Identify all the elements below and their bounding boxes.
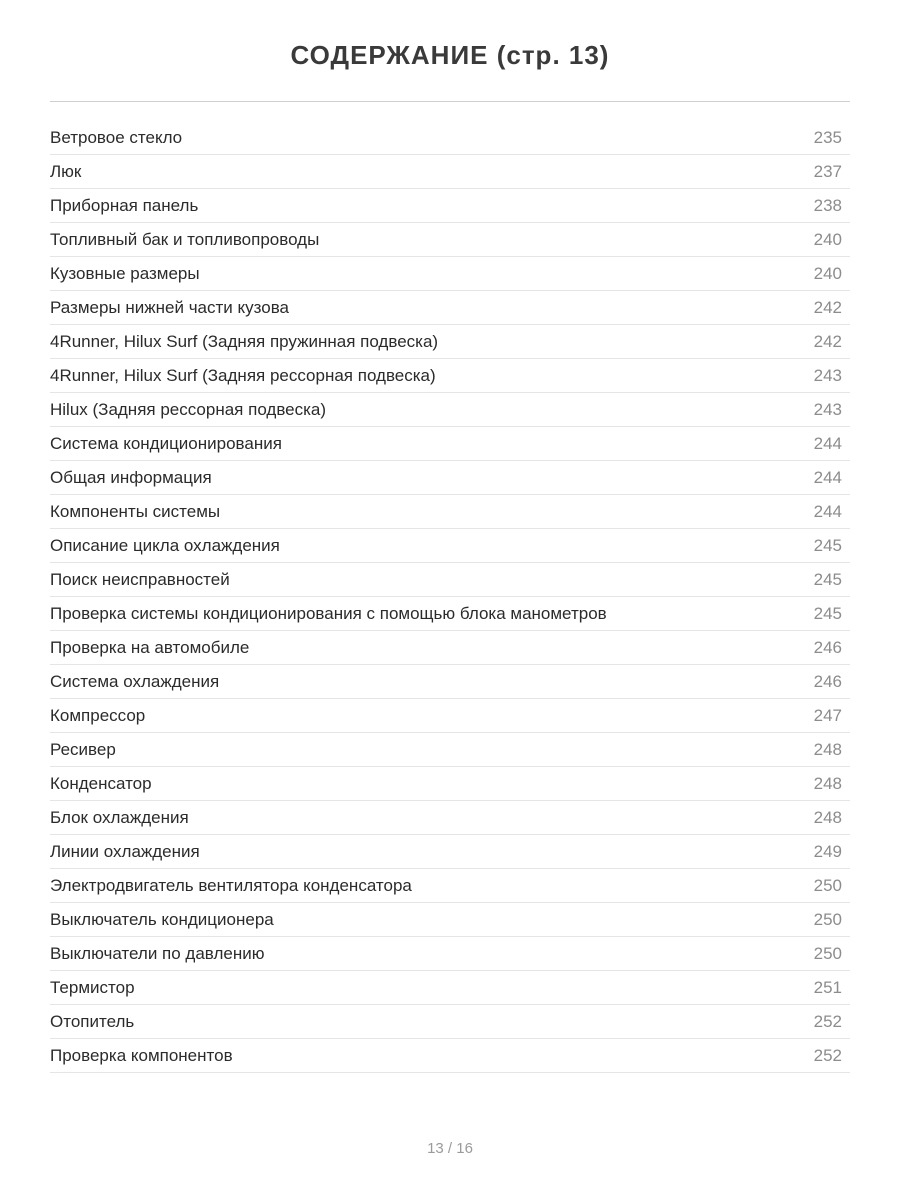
toc-entry-label: Размеры нижней части кузова — [50, 297, 289, 317]
toc-entry-page-number: 243 — [813, 399, 842, 419]
toc-entry-page-number: 242 — [813, 297, 842, 317]
toc-entry[interactable] — [50, 767, 850, 801]
toc-entry-label: Проверка системы кондиционирования с помощью блока манометров — [50, 603, 607, 623]
toc-entry-page-number: 238 — [813, 195, 842, 215]
toc-entry-page-number: 242 — [813, 331, 842, 351]
toc-entry-page-number: 250 — [813, 875, 842, 895]
toc-entry-page-number: 248 — [813, 807, 842, 827]
toc-entry-label: Кузовные размеры — [50, 263, 200, 283]
toc-entry[interactable] — [50, 529, 850, 563]
toc-entry-label: Компоненты системы — [50, 501, 221, 521]
page-footer — [0, 1140, 900, 1157]
toc-entry[interactable] — [50, 461, 850, 495]
toc-entry[interactable] — [50, 427, 850, 461]
toc-entry-label: Проверка на автомобиле — [50, 637, 250, 657]
toc-entry-label: Линии охлаждения — [50, 841, 200, 861]
toc-entry[interactable] — [50, 801, 850, 835]
toc-entry-label: Выключатель кондиционера — [50, 909, 274, 929]
page-indicator: 13 / 16 — [427, 1140, 473, 1157]
toc-entry-label: Блок охлаждения — [50, 807, 189, 827]
toc-entry-page-number: 248 — [813, 739, 842, 759]
toc-entry[interactable] — [50, 835, 850, 869]
toc-entry[interactable] — [50, 665, 850, 699]
toc-entry-label: Hilux (Задняя рессорная подвеска) — [50, 399, 327, 419]
toc-entry[interactable] — [50, 699, 850, 733]
toc-entry-label: Электродвигатель вентилятора конденсатора — [50, 875, 412, 895]
page-title: СОДЕРЖАНИЕ (стр. 13) — [290, 40, 610, 70]
toc-entry-label: Выключатели по давлению — [50, 943, 265, 963]
toc-entry-page-number: 244 — [813, 467, 842, 487]
toc-entry[interactable] — [50, 631, 850, 665]
toc-entry-page-number: 246 — [813, 637, 842, 657]
toc-entry-label: Ветровое стекло — [50, 127, 183, 147]
toc-entry-page-number: 248 — [813, 773, 842, 793]
toc-entry-page-number: 235 — [813, 127, 842, 147]
toc-entry[interactable] — [50, 563, 850, 597]
toc-entry[interactable] — [50, 937, 850, 971]
toc-entry[interactable] — [50, 257, 850, 291]
toc-entry-label: Общая информация — [50, 467, 212, 487]
toc-entry-label: Отопитель — [50, 1011, 135, 1031]
toc-entry-page-number: 247 — [813, 705, 842, 725]
toc-entry-page-number: 243 — [813, 365, 842, 385]
toc-entry-label: Топливный бак и топливопроводы — [50, 229, 320, 249]
toc-entry-label: Люк — [50, 161, 82, 181]
toc-entry-page-number: 246 — [813, 671, 842, 691]
toc-entry-label: Система охлаждения — [50, 671, 220, 691]
toc-entry[interactable] — [50, 325, 850, 359]
toc-entry-page-number: 245 — [813, 569, 842, 589]
toc-entry[interactable] — [50, 495, 850, 529]
toc-entry-label: Конденсатор — [50, 773, 152, 793]
toc-entry-page-number: 252 — [813, 1011, 842, 1031]
toc-content — [50, 0, 850, 1073]
toc-entry[interactable] — [50, 121, 850, 155]
toc-entry-page-number: 249 — [813, 841, 842, 861]
toc-entry[interactable] — [50, 733, 850, 767]
toc-entry-label: Проверка компонентов — [50, 1045, 233, 1065]
toc-entry[interactable] — [50, 359, 850, 393]
toc-entry-page-number: 251 — [813, 977, 842, 997]
toc-entry-page-number: 250 — [813, 909, 842, 929]
toc-entry-label: Ресивер — [50, 739, 116, 759]
toc-entry[interactable] — [50, 903, 850, 937]
toc-entry-page-number: 252 — [813, 1045, 842, 1065]
toc-entry[interactable] — [50, 189, 850, 223]
toc-entry-label: Описание цикла охлаждения — [50, 535, 280, 555]
toc-entry-label: Термистор — [50, 977, 135, 997]
toc-list — [50, 121, 850, 1073]
toc-entry[interactable] — [50, 869, 850, 903]
toc-entry-label: 4Runner, Hilux Surf (Задняя пружинная подвеска) — [50, 331, 439, 351]
toc-entry[interactable] — [50, 393, 850, 427]
toc-entry-page-number: 250 — [813, 943, 842, 963]
toc-entry[interactable] — [50, 971, 850, 1005]
toc-entry[interactable] — [50, 155, 850, 189]
toc-entry-page-number: 245 — [813, 535, 842, 555]
toc-entry-page-number: 240 — [813, 263, 842, 283]
toc-entry-label: Приборная панель — [50, 195, 199, 215]
toc-entry-page-number: 240 — [813, 229, 842, 249]
toc-entry-label: 4Runner, Hilux Surf (Задняя рессорная подвеска) — [50, 365, 436, 385]
toc-entry[interactable] — [50, 1005, 850, 1039]
toc-entry[interactable] — [50, 597, 850, 631]
toc-entry-label: Система кондиционирования — [50, 433, 282, 453]
toc-entry[interactable] — [50, 223, 850, 257]
toc-entry-label: Компрессор — [50, 705, 146, 725]
toc-entry-label: Поиск неисправностей — [50, 569, 230, 589]
title-divider — [50, 101, 850, 102]
toc-entry[interactable] — [50, 1039, 850, 1073]
toc-entry-page-number: 237 — [813, 161, 842, 181]
toc-entry-page-number: 244 — [813, 433, 842, 453]
toc-entry-page-number: 245 — [813, 603, 842, 623]
toc-entry-page-number: 244 — [813, 501, 842, 521]
toc-entry[interactable] — [50, 291, 850, 325]
